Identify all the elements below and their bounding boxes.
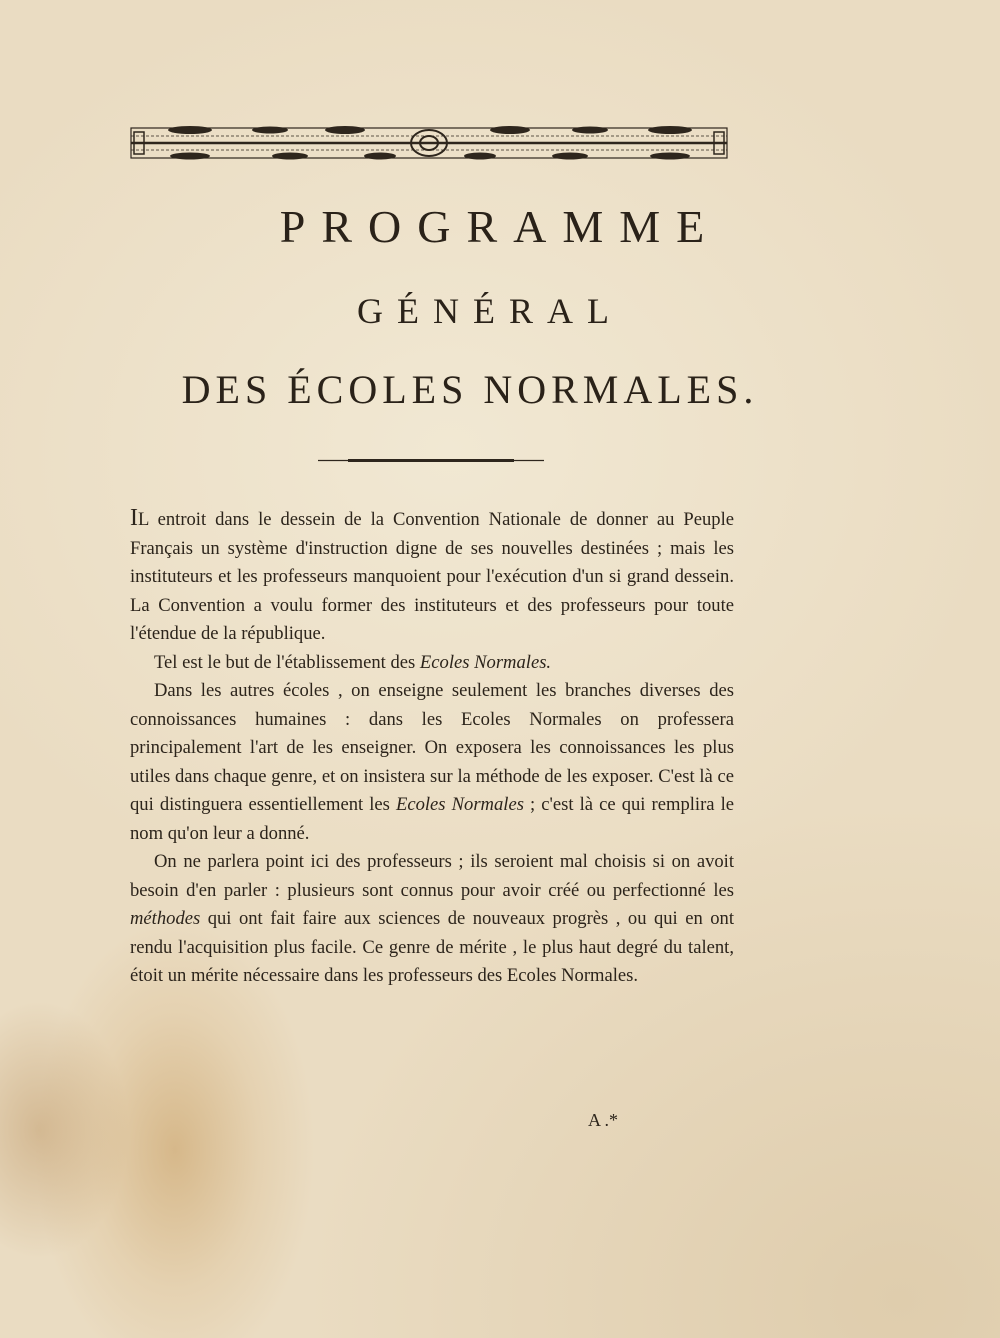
title-line-ecoles-normales: DES ÉCOLES NORMALES. — [181, 367, 759, 412]
decorative-rule — [318, 458, 544, 463]
ornamental-headband — [130, 122, 728, 164]
italic-text: Ecoles Normales — [395, 794, 524, 815]
title-line-programme: PROGRAMME — [279, 201, 721, 252]
drop-cap: I — [130, 505, 138, 531]
body-text — [130, 504, 734, 991]
paragraph — [130, 677, 734, 848]
paragraph — [130, 848, 734, 991]
italic-text: méthodes — [130, 908, 201, 929]
text-run: L entroit dans le dessein de la Convention Nationale de donner au Peuple Français un système d'instruction digne de ses nouvelles destinées ; mais les instituteurs et les professeurs manquoient pour l'exécution d'un si grand dessein. La Convention a voulu former des instituteurs et des professeurs pour toute l'étendue de la république. — [130, 509, 734, 644]
italic-text: Ecoles Normales. — [419, 651, 552, 673]
text-run: qui ont fait faire aux sciences de nouveaux progrès , ou qui en ont rendu l'acquisition plus facile. Ce genre de mérite , le plus haut degré du talent, étoit un mérite nécessaire dans les professeurs des Ecoles Normales. — [130, 908, 734, 986]
text-run: Dans les autres écoles , on enseigne seulement les branches diverses des connoissances humaines : dans les Ecoles Normales on professera principalement l'art de les enseigner. On exposera les connoissances les plus utiles dans chaque genre, et on insistera sur la méthode de les exposer. C'est là ce qui distinguera essentiellement les — [130, 680, 734, 815]
text-run: On ne parlera point ici des professeurs ; ils seroient mal choisis si on avoit besoin d'en parler : plusieurs sont connus pour avoir créé ou perfectionné les — [130, 851, 734, 901]
text-run: ; c'est là ce qui remplira le nom qu'on leur a donné. — [130, 794, 735, 844]
text-run: Tel est le but de l'établissement des — [154, 651, 420, 673]
paragraph — [130, 504, 734, 649]
catchword: A .* — [588, 1110, 619, 1130]
water-stain — [0, 1000, 130, 1260]
title-line-general: GÉNÉRAL — [357, 291, 623, 331]
paragraph — [130, 649, 734, 678]
